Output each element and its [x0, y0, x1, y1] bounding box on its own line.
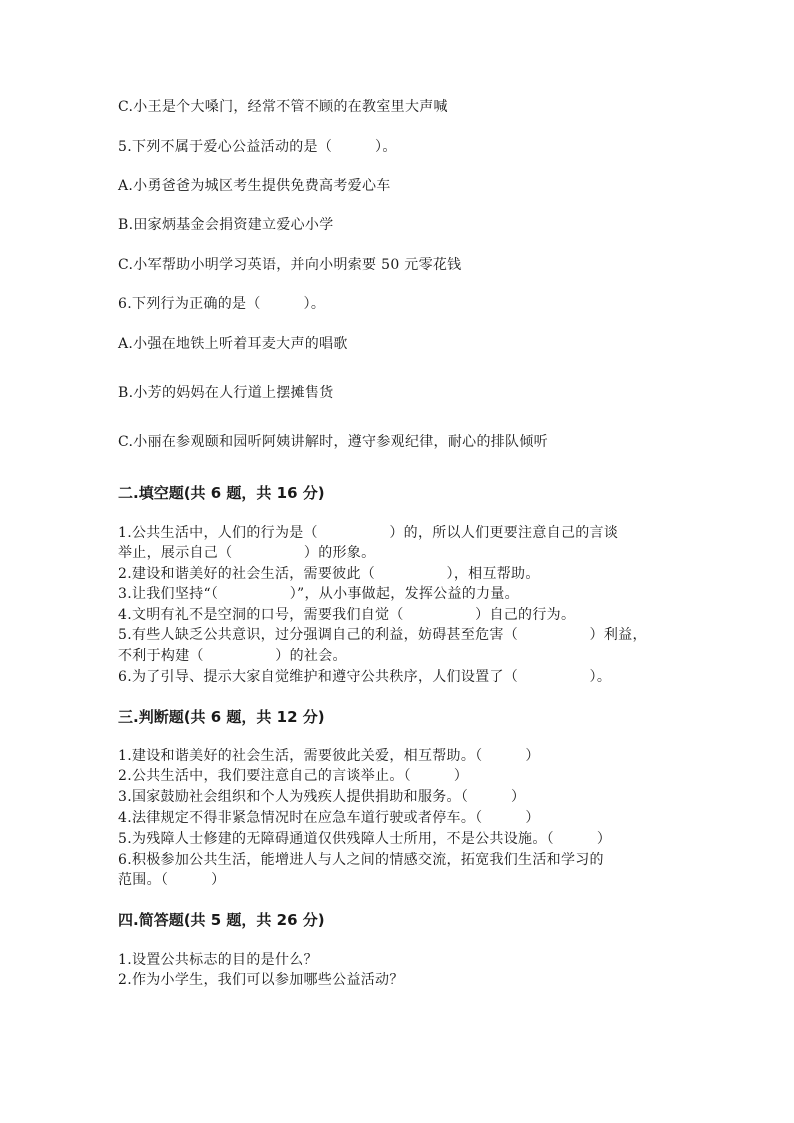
section-two-heading: 二.填空题(共 6 题，共 16 分) [118, 484, 325, 502]
judge-line: 5.为残障人士修建的无障碍通道仅供残障人士所用，不是公共设施。（ ） [118, 831, 612, 847]
judge-line: 3.国家鼓励社会组织和个人为残疾人提供捐助和服务。（ ） [118, 789, 526, 805]
q4-option-c: C.小王是个大嗓门，经常不管不顾的在教室里大声喊 [118, 99, 448, 115]
fill-line: 4.文明有礼不是空洞的口号，需要我们自觉（ ）自己的行为。 [118, 607, 576, 623]
judge-line: 4.法律规定不得非紧急情况时在应急车道行驶或者停车。（ ） [118, 810, 540, 826]
short-answer-line: 2.作为小学生，我们可以参加哪些公益活动？ [118, 972, 404, 988]
fill-line: 3.让我们坚持“（ ）”，从小事做起，发挥公益的力量。 [118, 586, 519, 602]
fill-line: 1.公共生活中，人们的行为是（ ）的，所以人们更要注意自己的言谈 [118, 525, 619, 541]
section-four-heading: 四.简答题(共 5 题，共 26 分) [118, 911, 325, 929]
q6-option-c: C.小丽在参观颐和园听阿姨讲解时，遵守参观纪律，耐心的排队倾听 [118, 434, 548, 450]
short-answer-line: 1.设置公共标志的目的是什么？ [118, 952, 318, 968]
judge-line: 6.积极参加公共生活，能增进人与人之间的情感交流，拓宽我们生活和学习的 [118, 852, 604, 868]
fill-line: 6.为了引导、提示大家自觉维护和遵守公共秩序，人们设置了（ ）。 [118, 669, 612, 685]
q6-option-b: B.小芳的妈妈在人行道上摆摊售货 [118, 385, 334, 401]
q5-option-b: B.田家炳基金会捐资建立爱心小学 [118, 217, 334, 233]
fill-line: 不利于构建（ ）的社会。 [118, 648, 347, 664]
q6-stem: 6.下列行为正确的是（ ）。 [118, 296, 326, 312]
judge-line: 1.建设和谐美好的社会生活，需要彼此关爱，相互帮助。（ ） [118, 748, 540, 764]
judge-line: 2.公共生活中，我们要注意自己的言谈举止。（ ） [118, 768, 469, 784]
q6-option-a: A.小强在地铁上听着耳麦大声的唱歌 [118, 336, 348, 352]
q5-option-a: A.小勇爸爸为城区考生提供免费高考爱心车 [118, 178, 391, 194]
judge-line: 范围。（ ） [118, 872, 226, 888]
q5-stem: 5.下列不属于爱心公益活动的是（ ）。 [118, 139, 397, 155]
section-three-heading: 三.判断题(共 6 题，共 12 分) [118, 708, 325, 726]
fill-line: 举止，展示自己（ ）的形象。 [118, 545, 376, 561]
fill-line: 5.有些人缺乏公共意识，过分强调自己的利益，妨碍甚至危害（ ）利益， [118, 627, 647, 643]
q5-option-c: C.小军帮助小明学习英语，并向小明索要 50 元零花钱 [118, 257, 462, 273]
fill-line: 2.建设和谐美好的社会生活，需要彼此（ ），相互帮助。 [118, 566, 540, 582]
